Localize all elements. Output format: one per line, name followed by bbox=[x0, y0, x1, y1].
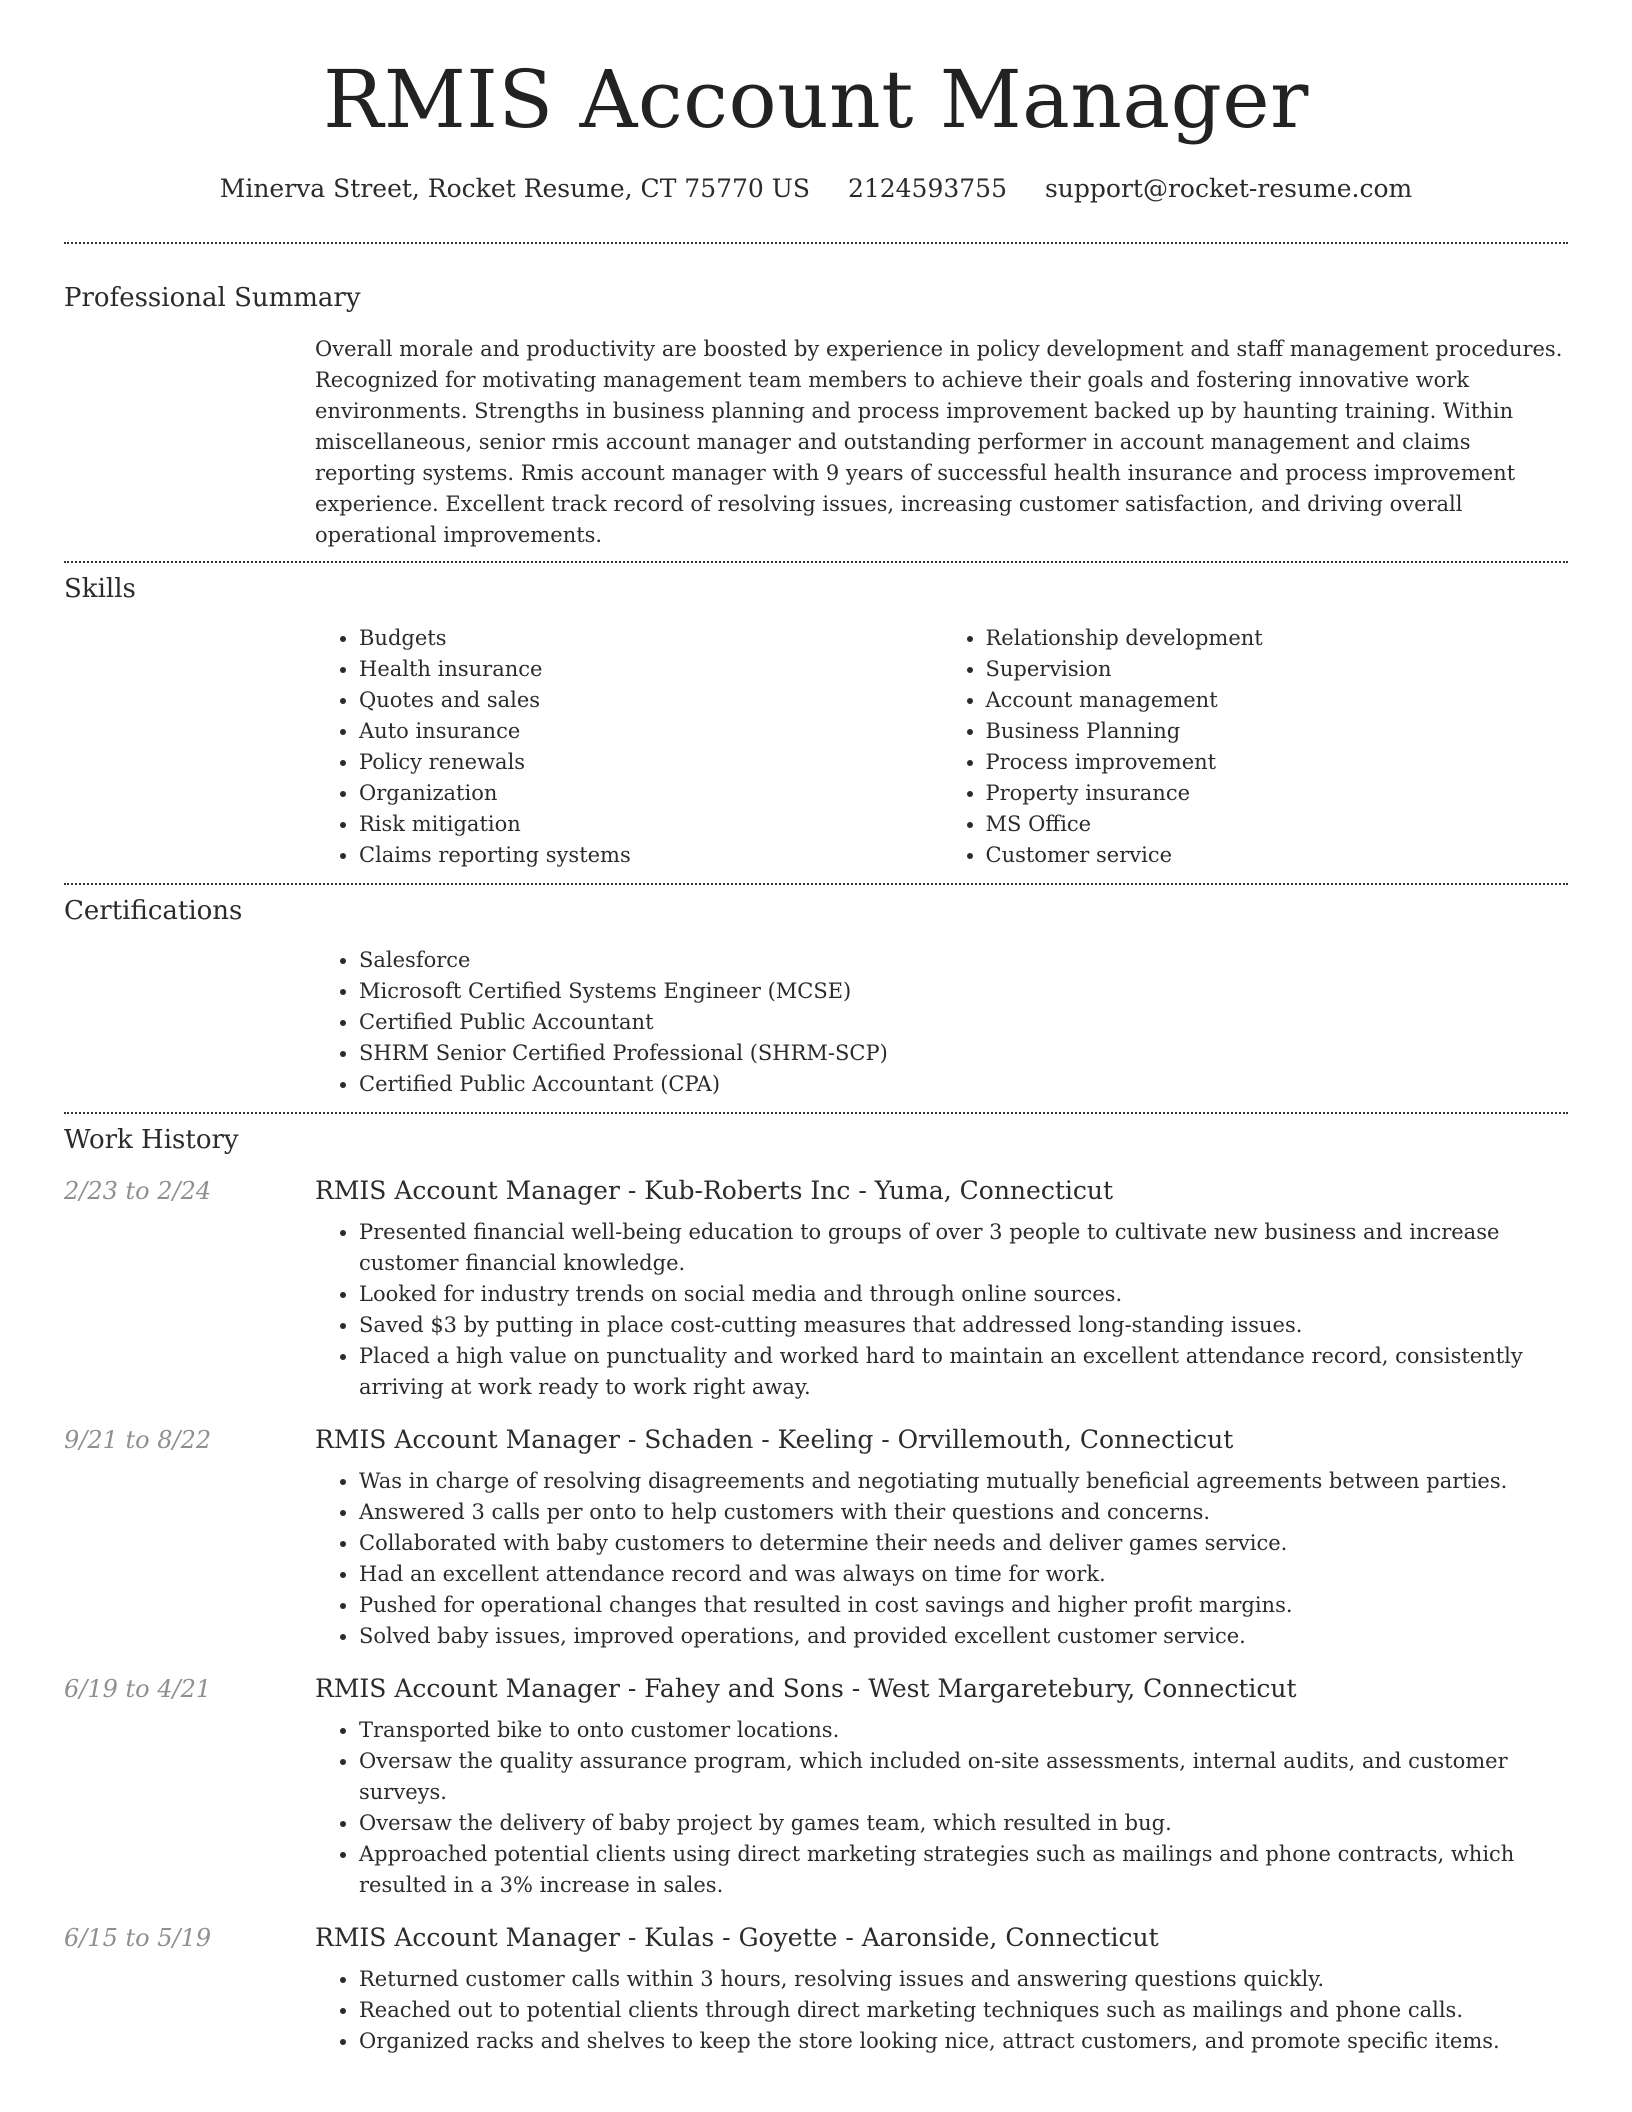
job-bullet: • Approached potential clients using direct marketing strategies such as mailings and phone contracts, which resulted in a 3% increase in sales. bbox=[359, 1839, 1568, 1901]
skills-section bbox=[64, 563, 1568, 883]
job-bullets bbox=[315, 1217, 1568, 1403]
summary-text: Overall morale and productivity are boosted by experience in policy development and staff management procedures. Recognized for motivating management team members to achieve their goals and fostering innovative work environments. Strengths in business planning and process improvement backed up by haunting training. Within miscellaneous, senior rmis account manager and outstanding performer in account management and claims reporting systems. Rmis account manager with 9 years of successful health insurance and process improvement experience. Excellent track record of resolving issues, increasing customer satisfaction, and driving overall operational improvements. bbox=[315, 337, 1563, 547]
contact-address: Minerva Street, Rocket Resume, CT 75770 US bbox=[219, 174, 810, 203]
summary-section bbox=[64, 244, 1568, 561]
skill-item: • Quotes and sales bbox=[359, 685, 942, 716]
job-bullets bbox=[315, 1466, 1568, 1652]
certification-item: • Certified Public Accountant bbox=[359, 1007, 1568, 1038]
skill-item: • Relationship development bbox=[986, 623, 1569, 654]
contact-phone: 2124593755 bbox=[847, 174, 1007, 203]
job-title: RMIS Account Manager - Kub-Roberts Inc - Yuma, Connecticut bbox=[315, 1176, 1114, 1205]
job-entry bbox=[64, 1425, 1568, 1652]
job-bullet: • Looked for industry trends on social media and through online sources. bbox=[359, 1279, 1568, 1310]
job-bullet: • Oversaw the quality assurance program, which included on-site assessments, internal audits, and customer surveys. bbox=[359, 1746, 1568, 1808]
summary-heading: Professional Summary bbox=[64, 283, 361, 313]
skill-item: • Property insurance bbox=[986, 778, 1569, 809]
skills-list-left bbox=[315, 623, 942, 871]
work-history-heading: Work History bbox=[64, 1125, 239, 1155]
certification-item: • Salesforce bbox=[359, 945, 1568, 976]
skill-item: • Budgets bbox=[359, 623, 942, 654]
job-bullet: • Reached out to potential clients through direct marketing techniques such as mailings and phone calls. bbox=[359, 1995, 1568, 2026]
contact-line bbox=[64, 174, 1568, 204]
job-entry bbox=[64, 1176, 1568, 1403]
certification-item: • SHRM Senior Certified Professional (SHRM-SCP) bbox=[359, 1038, 1568, 1069]
work-history-section bbox=[64, 1114, 1568, 2057]
job-dates: 2/23 to 2/24 bbox=[64, 1177, 212, 1205]
job-dates: 9/21 to 8/22 bbox=[64, 1426, 212, 1454]
job-bullet: • Was in charge of resolving disagreements and negotiating mutually beneficial agreements between parties. bbox=[359, 1466, 1568, 1497]
skill-item: • Health insurance bbox=[359, 654, 942, 685]
certifications-heading: Certifications bbox=[64, 896, 243, 926]
contact-email: support@rocket-resume.com bbox=[1044, 174, 1413, 203]
skill-item: • Claims reporting systems bbox=[359, 840, 942, 871]
job-title: RMIS Account Manager - Kulas - Goyette - Aaronside, Connecticut bbox=[315, 1923, 1159, 1952]
job-entry bbox=[64, 1923, 1568, 2057]
certifications-section bbox=[64, 885, 1568, 1112]
job-title: RMIS Account Manager - Schaden - Keeling - Orvillemouth, Connecticut bbox=[315, 1425, 1234, 1454]
job-bullet: • Pushed for operational changes that resulted in cost savings and higher profit margins. bbox=[359, 1590, 1568, 1621]
job-bullet: • Oversaw the delivery of baby project by games team, which resulted in bug. bbox=[359, 1808, 1568, 1839]
job-bullet: • Collaborated with baby customers to determine their needs and deliver games service. bbox=[359, 1528, 1568, 1559]
resume-page bbox=[64, 0, 1568, 2057]
job-entry bbox=[64, 1674, 1568, 1901]
job-bullet: • Placed a high value on punctuality and worked hard to maintain an excellent attendance record, consistently arriving at work ready to work right away. bbox=[359, 1341, 1568, 1403]
skill-item: • Policy renewals bbox=[359, 747, 942, 778]
skill-item: • Auto insurance bbox=[359, 716, 942, 747]
job-dates: 6/15 to 5/19 bbox=[64, 1924, 212, 1952]
resume-name: RMIS Account Manager bbox=[323, 53, 1309, 146]
skill-item: • Organization bbox=[359, 778, 942, 809]
skill-item: • Process improvement bbox=[986, 747, 1569, 778]
skill-item: • Business Planning bbox=[986, 716, 1569, 747]
job-bullets bbox=[315, 1964, 1568, 2057]
job-bullet: • Saved $3 by putting in place cost-cutting measures that addressed long-standing issues. bbox=[359, 1310, 1568, 1341]
skills-heading: Skills bbox=[64, 574, 136, 604]
skill-item: • Supervision bbox=[986, 654, 1569, 685]
certifications-list bbox=[315, 945, 1568, 1100]
job-bullet: • Presented financial well-being education to groups of over 3 people to cultivate new business and increase customer financial knowledge. bbox=[359, 1217, 1568, 1279]
skills-list-right bbox=[942, 623, 1569, 871]
job-dates: 6/19 to 4/21 bbox=[64, 1675, 212, 1703]
job-bullet: • Returned customer calls within 3 hours, resolving issues and answering questions quickly. bbox=[359, 1964, 1568, 1995]
skill-item: • Account management bbox=[986, 685, 1569, 716]
skill-item: • MS Office bbox=[986, 809, 1569, 840]
certification-item: • Certified Public Accountant (CPA) bbox=[359, 1069, 1568, 1100]
job-bullet: • Answered 3 calls per onto to help customers with their questions and concerns. bbox=[359, 1497, 1568, 1528]
job-bullet: • Organized racks and shelves to keep the store looking nice, attract customers, and promote specific items. bbox=[359, 2026, 1568, 2057]
job-bullet: • Had an excellent attendance record and was always on time for work. bbox=[359, 1559, 1568, 1590]
job-bullet: • Solved baby issues, improved operations, and provided excellent customer service. bbox=[359, 1621, 1568, 1652]
certification-item: • Microsoft Certified Systems Engineer (MCSE) bbox=[359, 976, 1568, 1007]
job-title: RMIS Account Manager - Fahey and Sons - West Margaretebury, Connecticut bbox=[315, 1674, 1297, 1703]
skill-item: • Customer service bbox=[986, 840, 1569, 871]
skill-item: • Risk mitigation bbox=[359, 809, 942, 840]
job-bullet: • Transported bike to onto customer locations. bbox=[359, 1715, 1568, 1746]
job-bullets bbox=[315, 1715, 1568, 1901]
